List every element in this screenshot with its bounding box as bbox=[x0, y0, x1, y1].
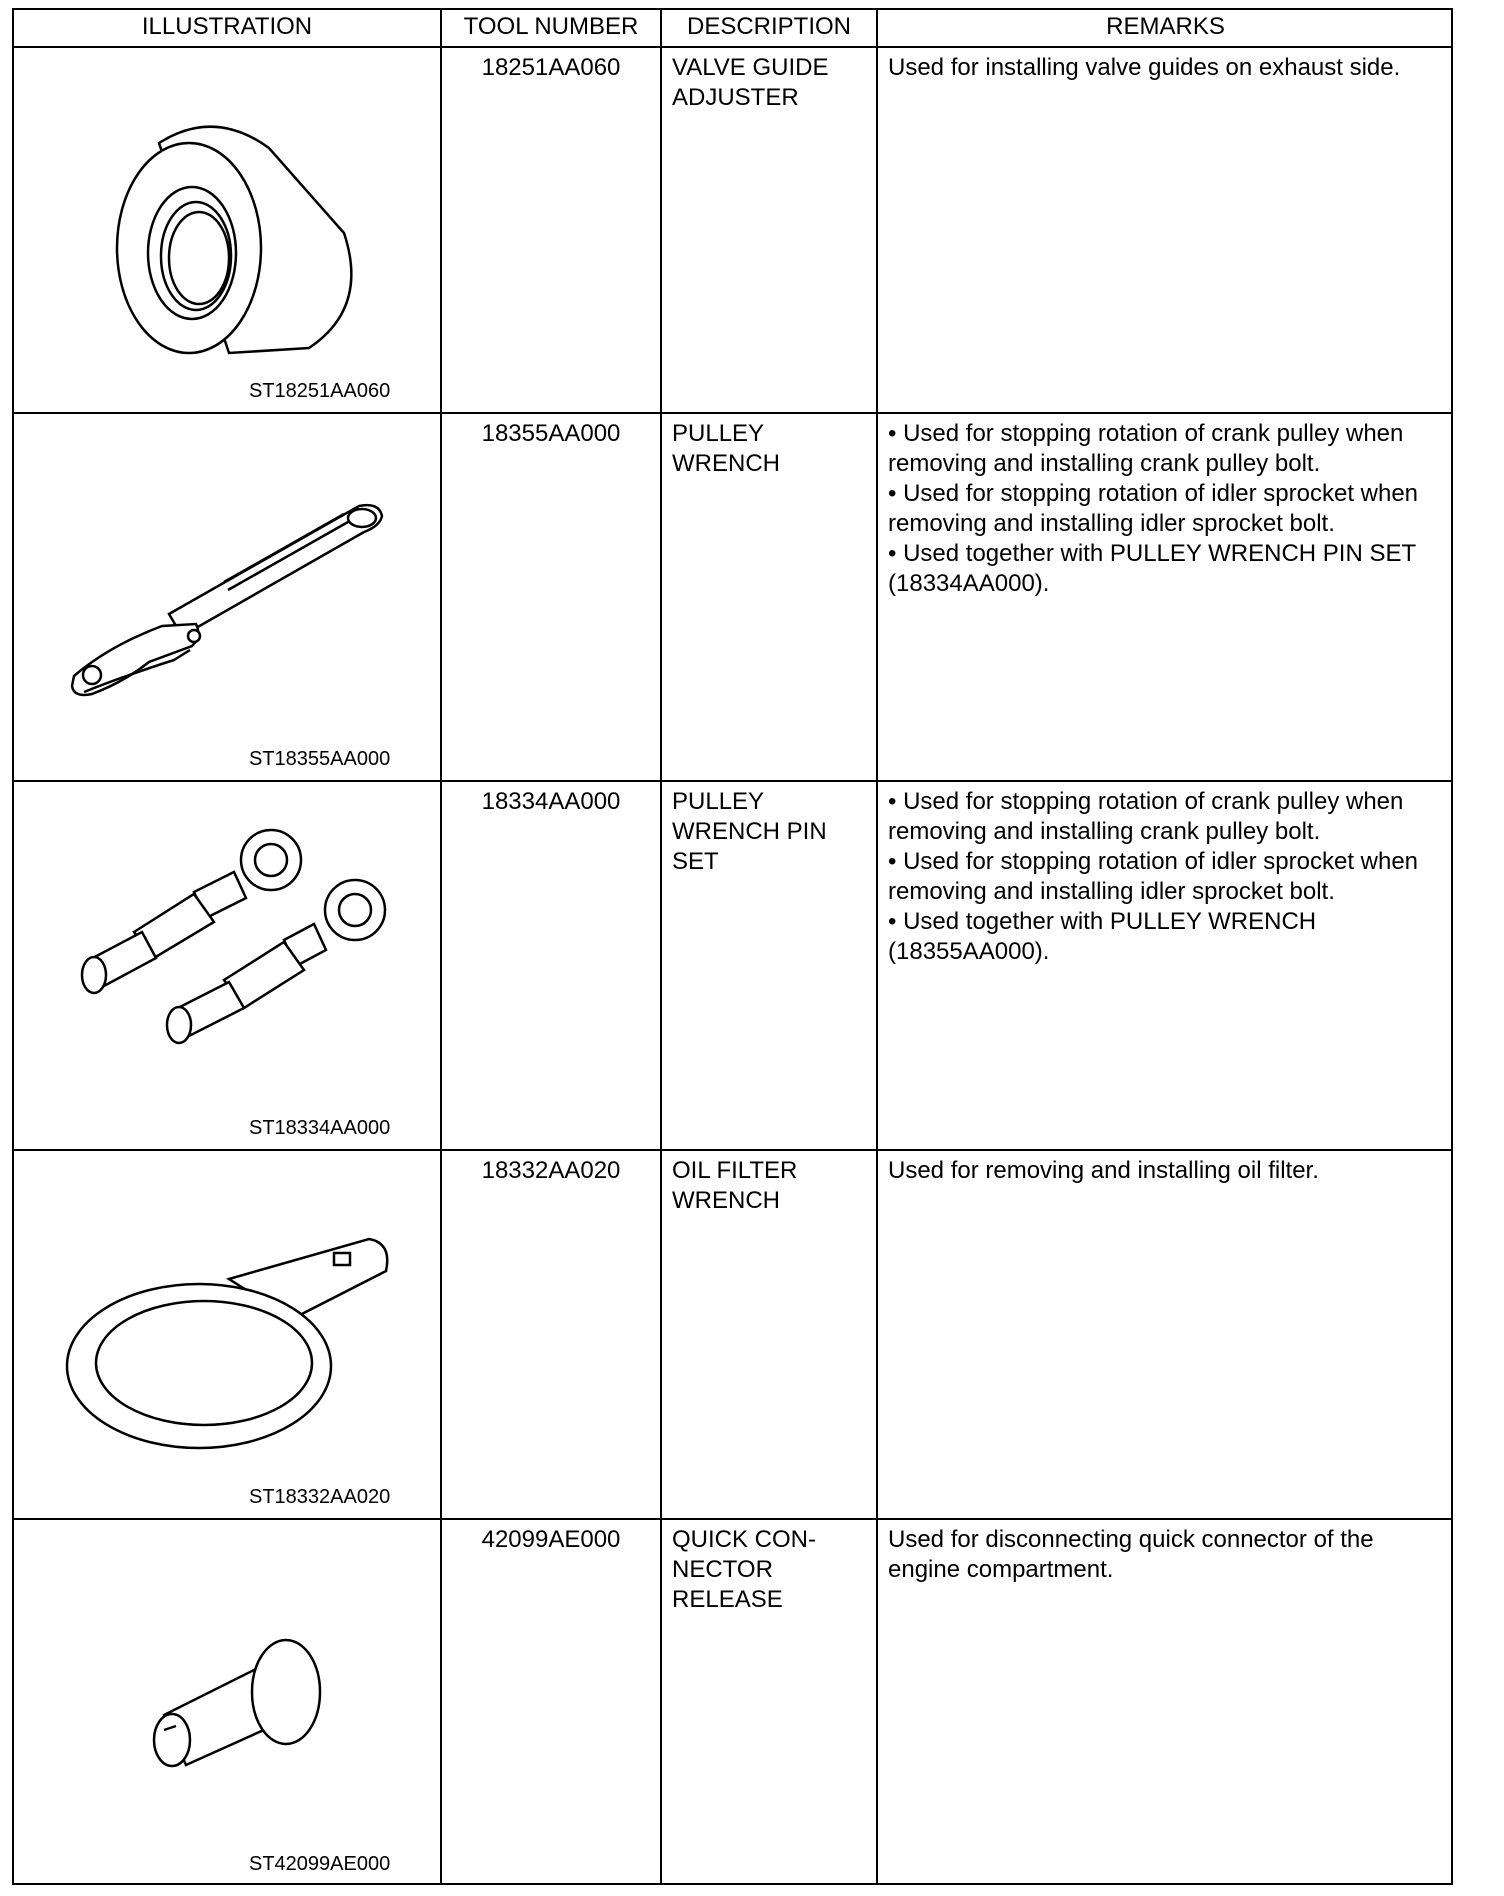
description-line: VALVE GUIDE bbox=[672, 54, 829, 81]
illustration-cell bbox=[14, 1151, 442, 1518]
table-row bbox=[14, 1149, 1451, 1518]
remarks-cell bbox=[878, 1520, 1453, 1885]
special-tools-table bbox=[12, 8, 1453, 1885]
header-description: DESCRIPTION bbox=[662, 10, 878, 46]
table-row bbox=[14, 46, 1451, 412]
header-illustration: ILLUSTRATION bbox=[14, 10, 442, 46]
description-cell bbox=[662, 414, 878, 780]
remarks-text: Used for disconnecting quick connector of the engine compartment. bbox=[888, 1526, 1374, 1583]
illustration-cell bbox=[14, 414, 442, 780]
remarks-bullet: • Used for stopping rotation of idler sprocket when removing and installing idler sprocket bolt. bbox=[888, 479, 1441, 539]
illustration-code: ST18251AA060 bbox=[249, 380, 391, 402]
quick-connector-release-icon bbox=[14, 1520, 442, 1850]
remarks-cell bbox=[878, 1151, 1453, 1518]
description-cell bbox=[662, 48, 878, 412]
oil-filter-wrench-icon bbox=[14, 1151, 442, 1481]
description-line: OIL FILTER bbox=[672, 1157, 798, 1184]
description-line: WRENCH PIN bbox=[672, 818, 827, 845]
valve-guide-adjuster-icon bbox=[14, 48, 442, 378]
description-line: PULLEY bbox=[672, 788, 765, 815]
remarks-cell bbox=[878, 414, 1453, 780]
table-row bbox=[14, 1518, 1451, 1885]
description-cell bbox=[662, 782, 878, 1149]
description-cell bbox=[662, 1520, 878, 1885]
table-row bbox=[14, 780, 1451, 1149]
description-line: WRENCH bbox=[672, 1187, 780, 1214]
illustration-cell bbox=[14, 782, 442, 1149]
remarks-text: Used for removing and installing oil filter. bbox=[888, 1157, 1319, 1184]
illustration-cell bbox=[14, 1520, 442, 1885]
header-tool-number: TOOL NUMBER bbox=[442, 10, 662, 46]
remarks-bullet: • Used for stopping rotation of idler sprocket when removing and installing idler sprocket bolt. bbox=[888, 847, 1441, 907]
tool-number-cell: 18355AA000 bbox=[442, 414, 662, 780]
header-remarks: REMARKS bbox=[1106, 13, 1225, 40]
illustration-code: ST18332AA020 bbox=[249, 1486, 391, 1508]
tool-number-cell: 18332AA020 bbox=[442, 1151, 662, 1518]
tool-number-cell: 18251AA060 bbox=[442, 48, 662, 412]
remarks-cell bbox=[878, 48, 1453, 412]
remarks-bullet: • Used together with PULLEY WRENCH (18355AA000). bbox=[888, 907, 1441, 967]
description-line: SET bbox=[672, 848, 719, 875]
remarks-bullet: • Used for stopping rotation of crank pulley when removing and installing crank pulley bolt. bbox=[888, 419, 1441, 479]
illustration-code: ST18334AA000 bbox=[249, 1117, 391, 1139]
pulley-wrench-pin-set-icon bbox=[14, 782, 442, 1112]
description-line: NECTOR bbox=[672, 1556, 773, 1583]
description-line: WRENCH bbox=[672, 450, 780, 477]
remarks-bullet: • Used for stopping rotation of crank pulley when removing and installing crank pulley bolt. bbox=[888, 787, 1441, 847]
tool-number-cell: 18334AA000 bbox=[442, 782, 662, 1149]
illustration-cell bbox=[14, 48, 442, 412]
remarks-cell bbox=[878, 782, 1453, 1149]
description-line: QUICK CON- bbox=[672, 1526, 816, 1553]
illustration-code: ST42099AE000 bbox=[249, 1853, 391, 1875]
remarks-bullet: • Used together with PULLEY WRENCH PIN SET (18334AA000). bbox=[888, 539, 1441, 599]
description-line: RELEASE bbox=[672, 1586, 783, 1613]
table-row bbox=[14, 412, 1451, 780]
pulley-wrench-icon bbox=[14, 414, 442, 744]
remarks-text: Used for installing valve guides on exhaust side. bbox=[888, 54, 1401, 81]
description-cell bbox=[662, 1151, 878, 1518]
tool-number-cell: 42099AE000 bbox=[442, 1520, 662, 1885]
description-line: ADJUSTER bbox=[672, 84, 799, 111]
description-line: PULLEY bbox=[672, 420, 765, 447]
illustration-code: ST18355AA000 bbox=[249, 748, 391, 770]
